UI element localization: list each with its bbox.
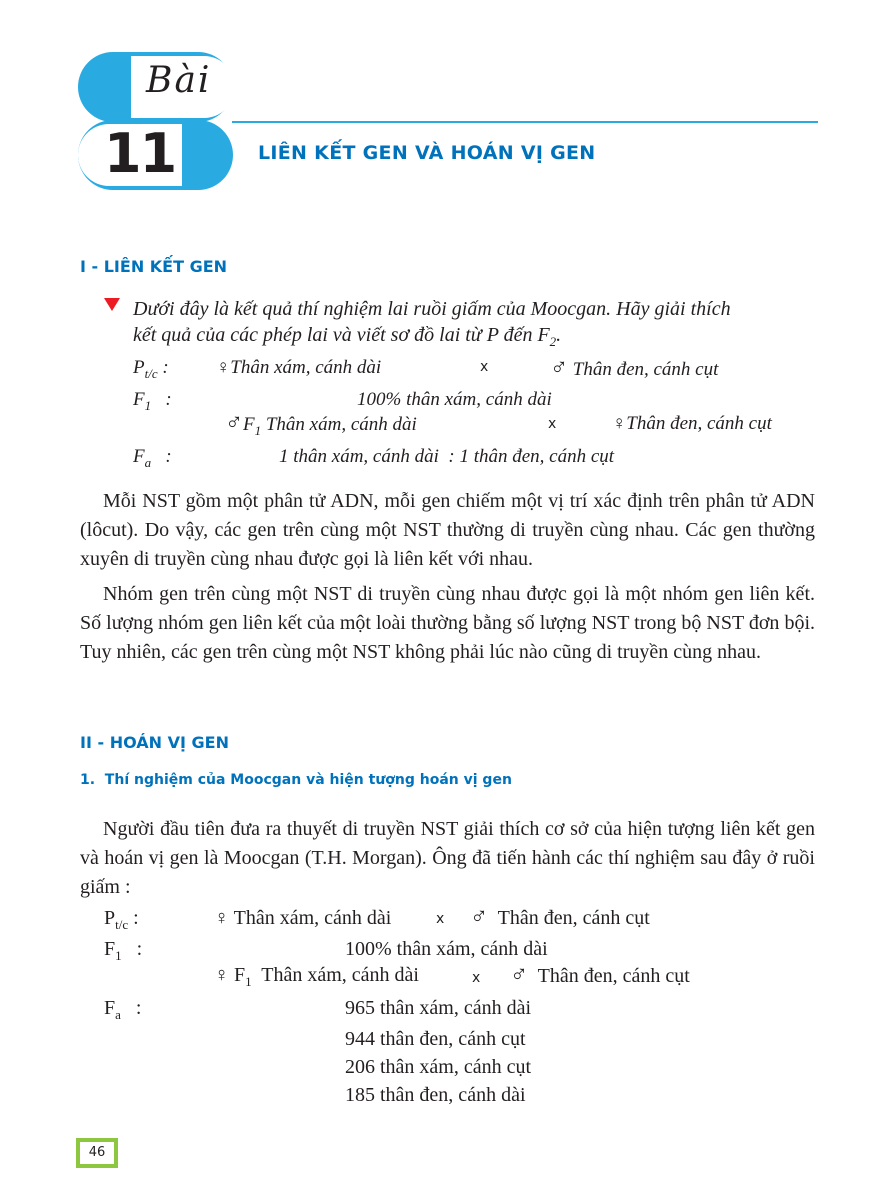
cross2-f1-result: 100% thân xám, cánh dài	[345, 938, 548, 960]
female-symbol-icon: ♀	[216, 357, 231, 378]
header-rule	[232, 121, 818, 123]
cross1-f1-male: $♂F_1$ Thân xám, cánh dài	[225, 410, 417, 438]
cross2-fa-label: $F_a$ :	[104, 997, 142, 1022]
cross2-p-male: ♂ Thân đen, cánh cụt	[470, 904, 650, 930]
cross2-times-2: x	[472, 970, 481, 986]
cross2-f1-label: $F_1$ :	[104, 938, 143, 963]
cross1-fa-label: $F_a$ :	[133, 446, 172, 470]
cross2-fa-result: 965 thân xám, cánh dài	[345, 997, 532, 1019]
lesson-number: 11	[104, 122, 176, 185]
cross1-p-label: $P_{t/c}$ :	[133, 357, 169, 381]
cross2-p-female: ♀ Thân xám, cánh dài	[214, 907, 392, 929]
cross2-p-label: $P_{t/c}$ :	[104, 907, 139, 932]
section-heading-2: II - HOÁN VỊ GEN	[80, 733, 229, 752]
female-symbol-icon: ♀	[214, 964, 229, 986]
cross2-fa-result: 185 thân đen, cánh dài	[345, 1084, 526, 1106]
lesson-label: Bài	[146, 60, 212, 101]
question-triangle-icon	[104, 298, 120, 311]
page-number: 46	[88, 1145, 106, 1160]
male-symbol-icon: ♂	[550, 355, 568, 381]
cross1-times-2: x	[548, 416, 557, 432]
cross2-times: x	[436, 911, 445, 927]
cross1-f1-female: ♀Thân đen, cánh cụt	[612, 413, 772, 434]
cross1-p-male: ♂ Thân đen, cánh cụt	[550, 355, 719, 381]
subsection-heading-1: 1. Thí nghiệm của Moocgan và hiện tượng hoán vị gen	[80, 772, 512, 788]
section1-paragraph-2: Nhóm gen trên cùng một NST di truyền cùng nhau được gọi là một nhóm gen liên kết. Số lượng nhóm gen liên kết của một loài thường bằng số lượng NST trong bộ NST đơn bội. Tuy nhiên, các gen trên cùng một NST không phải lúc nào cũng di truyền cùng nhau.	[80, 583, 815, 663]
cross1-fa-result: 1 thân xám, cánh dài : 1 thân đen, cánh cụt	[279, 446, 615, 467]
female-symbol-icon: ♀	[612, 413, 627, 434]
cross1-f1-label: $F_1$ :	[133, 389, 172, 413]
section1-paragraph-1: Mỗi NST gồm một phân tử ADN, mỗi gen chiếm một vị trí xác định trên phân tử ADN (lôcut). Do vậy, các gen trên cùng một NST thường di truyền cùng nhau. Các gen thường xuyên di truyền cùng nhau được gọi là liên kết với nhau.	[80, 490, 815, 570]
cross1-times: x	[480, 359, 489, 375]
cross1-p-female: ♀Thân xám, cánh dài	[216, 357, 382, 378]
male-symbol-icon: ♂	[510, 962, 528, 988]
female-symbol-icon: ♀	[214, 907, 229, 929]
cross2-f1-male: ♂ Thân đen, cánh cụt	[510, 962, 690, 988]
cross1-f1-result: 100% thân xám, cánh dài	[357, 389, 552, 410]
male-symbol-icon: ♂	[225, 410, 243, 436]
section2-paragraph-1: Người đầu tiên đưa ra thuyết di truyền NST giải thích cơ sở của hiện tượng liên kết gen và hoán vị gen là Moocgan (T.H. Morgan). Ông đã tiến hành các thí nghiệm sau đây ở ruồi giấm :	[80, 818, 815, 898]
male-symbol-icon: ♂	[470, 904, 488, 930]
section-heading-1: I - LIÊN KẾT GEN	[80, 257, 228, 276]
question-line-1: Dưới đây là kết quả thí nghiệm lai ruồi giấm của Moocgan. Hãy giải thích	[133, 298, 731, 320]
page-title: LIÊN KẾT GEN VÀ HOÁN VỊ GEN	[258, 142, 596, 164]
cross2-fa-result: 944 thân đen, cánh cụt	[345, 1028, 526, 1050]
question-line-2: kết quả của các phép lai và viết sơ đồ lai từ P đến $F_2$.	[133, 324, 562, 349]
cross2-f1-female: ♀ $F_1$ Thân xám, cánh dài	[214, 964, 419, 989]
cross2-fa-result: 206 thân xám, cánh cụt	[345, 1056, 532, 1078]
